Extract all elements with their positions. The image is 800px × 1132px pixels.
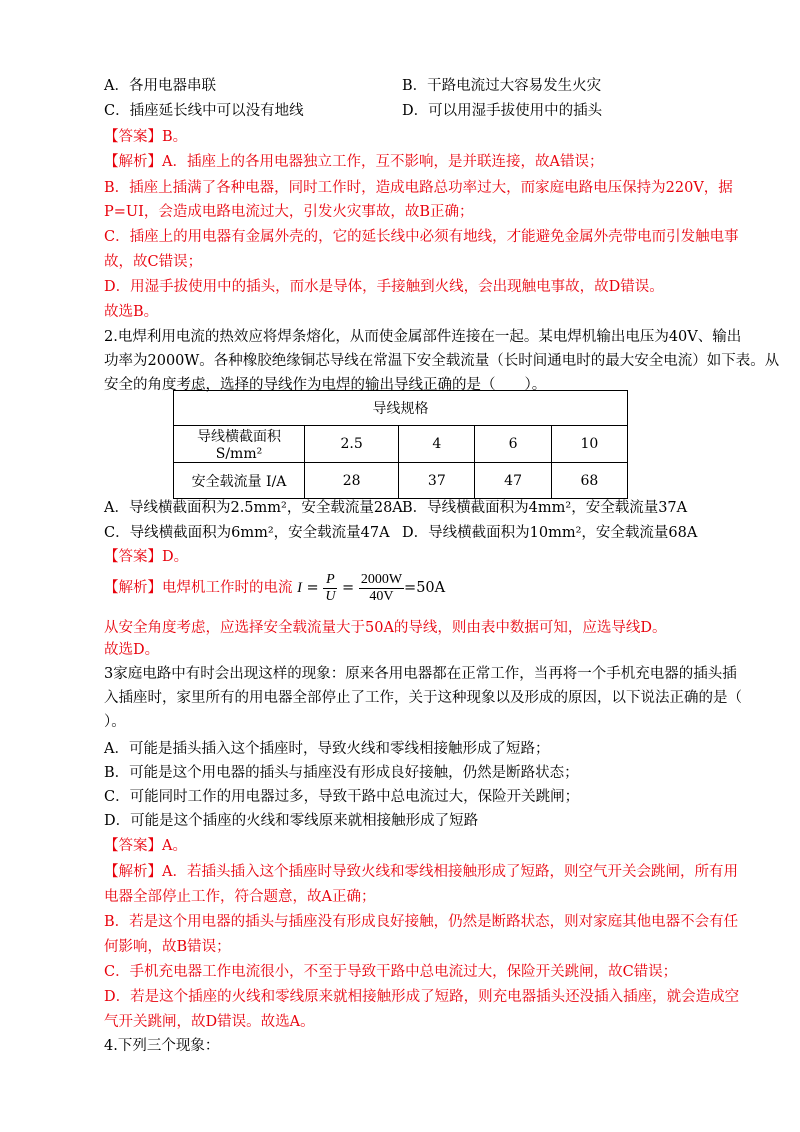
- q2-option-d: D．导线横截面积为10mm²，安全载流量68A: [402, 525, 698, 541]
- q2-choose: 故选D。: [104, 642, 160, 658]
- q3-analysis-d2: 气开关跳闸，故D错误。故选A。: [104, 1014, 315, 1030]
- analysis-tag: 【解析】: [104, 154, 162, 170]
- q1-option-b: B．干路电流过大容易发生火灾: [402, 78, 602, 94]
- q2-option-c: C．导线横截面积为6mm²，安全载流量47A: [104, 525, 390, 541]
- q1-option-a: A．各用电器串联: [104, 78, 216, 94]
- q2-analysis-line-2: 从安全角度考虑，应选择安全载流量大于50A的导线，则由表中数据可知，应选导线D。: [104, 620, 667, 636]
- q3-analysis-d1: D．若是这个插座的火线和零线原来就相接触形成了短路，则充电器插头还没插入插座，就会造成空: [104, 989, 740, 1005]
- wire-spec-table: [173, 390, 628, 499]
- q2-analysis-formula-line: 【解析】电焊机工作时的电流 I = $\frac{P}{U}$ = $\frac{2000W}{40V}$ =50A: [104, 571, 446, 604]
- q4-stem: 4.下列三个现象：: [104, 1038, 220, 1054]
- q2-option-b: B．导线横截面积为4mm²，安全载流量37A: [402, 500, 688, 516]
- table-row-label: 安全载流量 I/A: [174, 463, 305, 499]
- fraction-values: $\frac{2000W}{40V}$: [360, 571, 403, 604]
- q3-analysis-a2: 电器全部停止工作，符合题意，故A正确；: [104, 889, 376, 905]
- table-cell: 6: [475, 426, 551, 463]
- table-cell: 68: [551, 463, 627, 499]
- q3-stem-line-1: 3家庭电路中有时会出现这样的现象：原来各用电器都在正常工作，当再将一个手机充电器的插头插: [104, 666, 737, 682]
- q2-answer: 【答案】D。: [104, 549, 189, 565]
- q2-option-a: A．导线横截面积为2.5mm²，安全载流量28A: [104, 500, 403, 516]
- q3-option-a: A．可能是插头插入这个插座时，导致火线和零线相接触形成了短路；: [104, 741, 550, 757]
- table-cell: 2.5: [305, 426, 399, 463]
- q3-stem-line-2: 入插座时，家里所有的用电器全部停止了工作，关于这种现象以及形成的原因，以下说法正确的是（: [104, 690, 742, 706]
- table-title-row: [174, 391, 628, 426]
- q1-choose: 故选B。: [104, 304, 159, 320]
- table-cell: 37: [399, 463, 475, 499]
- q2-stem-line-1: 2.电焊利用电流的热效应将焊条熔化，从而使金属部件连接在一起。某电焊机输出电压为40V、输出: [104, 329, 742, 345]
- q1-analysis-c2: 故，故C错误；: [104, 254, 203, 270]
- current-formula: I = $\frac{P}{U}$ = $\frac{2000W}{40V}$ =50A: [297, 571, 446, 604]
- fraction-p-over-u: $\frac{P}{U}$: [325, 571, 336, 604]
- q1-analysis-b2: P=UI，会造成电路电流过大，引发火灾事故，故B正确；: [104, 204, 474, 220]
- q3-option-c: C．可能同时工作的用电器过多，导致干路中总电流过大，保险开关跳闸；: [104, 789, 580, 805]
- table-title: 导线规格: [174, 391, 628, 426]
- table-row: [174, 426, 628, 463]
- q3-answer: 【答案】A。: [104, 838, 187, 854]
- q1-analysis-a: 【解析】A．插座上的各用电器独立工作，互不影响，是并联连接，故A错误；: [104, 154, 604, 170]
- q3-option-d: D．可能是这个插座的火线和零线原来就相接触形成了短路: [104, 813, 479, 829]
- q1-option-d: D．可以用湿手拔使用中的插头: [402, 103, 603, 119]
- table-row: [174, 463, 628, 499]
- q2-stem-line-2: 功率为2000W。各种橡胶绝缘铜芯导线在常温下安全载流量（长时间通电时的最大安全电流）如下表。从: [104, 353, 780, 369]
- q1-answer: 【答案】B。: [104, 129, 188, 145]
- q3-stem-line-3: ）。: [104, 714, 126, 730]
- table-cell: 28: [305, 463, 399, 499]
- q3-analysis-b1: B．若是这个用电器的插头与插座没有形成良好接触，仍然是断路状态，则对家庭其他电器不会有任: [104, 914, 739, 930]
- analysis-tag: 【解析】: [104, 864, 162, 880]
- q1-analysis-d: D．用湿手拔使用中的插头，而水是导体，手接触到火线，会出现触电事故，故D错误。: [104, 279, 664, 295]
- analysis-tag: 【解析】: [104, 580, 162, 596]
- table-cell: 4: [399, 426, 475, 463]
- table-row-label: 导线横截面积 S/mm²: [174, 426, 305, 463]
- q3-analysis-a1: 【解析】A．若插头插入这个插座时导致火线和零线相接触形成了短路，则空气开关会跳闸，所有用: [104, 864, 738, 880]
- q3-option-b: B．可能是这个用电器的插头与插座没有形成良好接触，仍然是断路状态；: [104, 765, 579, 781]
- table-cell: 10: [551, 426, 627, 463]
- q1-analysis-c1: C．插座上的用电器有金属外壳的，它的延长线中必须有地线，才能避免金属外壳带电而引发触电事: [104, 229, 739, 245]
- q1-option-c: C．插座延长线中可以没有地线: [104, 103, 304, 119]
- q3-analysis-b2: 何影响，故B错误；: [104, 939, 231, 955]
- table-cell: 47: [475, 463, 551, 499]
- q2-stem-line-3: 安全的角度考虑，选择的导线作为电焊的输出导线正确的是（ ）。: [104, 377, 547, 393]
- q1-analysis-b1: B．插座上插满了各种电器，同时工作时，造成电路总功率过大，而家庭电路电压保持为220V，据: [104, 180, 733, 196]
- q3-analysis-c: C．手机充电器工作电流很小，不至于导致干路中总电流过大，保险开关跳闸，故C错误；: [104, 964, 678, 980]
